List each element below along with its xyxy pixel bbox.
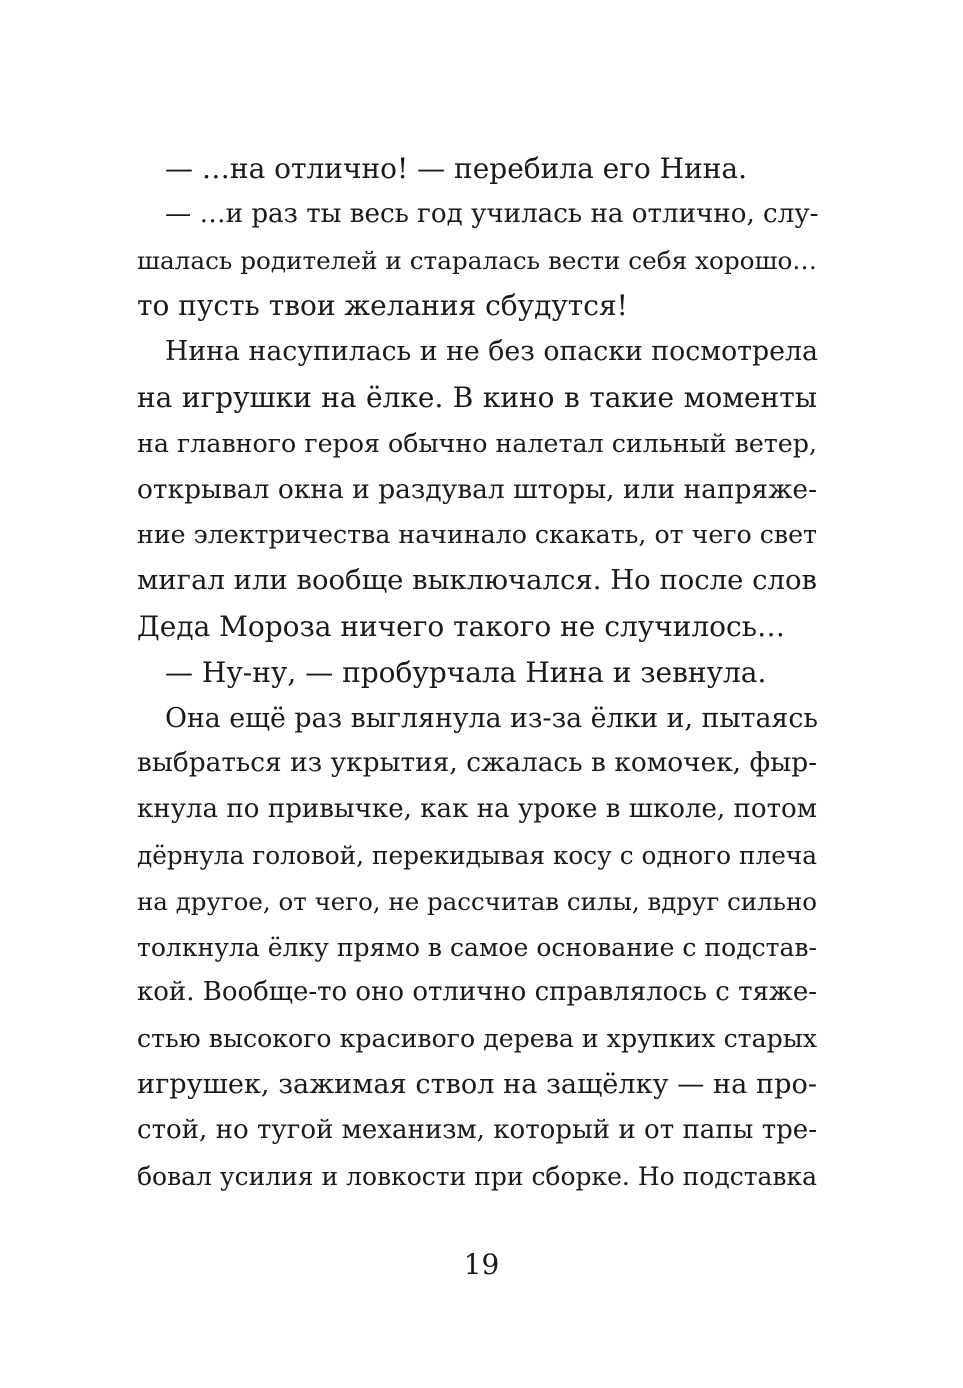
text-line: — Ну-ну, — пробурчала Нина и зевнула.: [165, 655, 767, 689]
text-line: бовал усилия и ловкости при сборке. Но подставка: [137, 1161, 817, 1191]
page-number: 19: [463, 1248, 500, 1281]
text-line: кой. Вообще-то оно отлично справлялось с тяже-: [137, 977, 817, 1008]
text-line: Нина насупилась и не без опаски посмотрела: [165, 336, 818, 368]
text-line: на главного героя обычно налетал сильный ветер,: [137, 428, 817, 458]
text-line: открывал окна и раздувал шторы, или напряже-: [137, 473, 817, 505]
text-line: толкнула ёлку прямо в самое основание с подстав-: [137, 932, 817, 962]
text-line: стью высокого красивого дерева и хрупких старых: [137, 1024, 817, 1054]
body-text: [137, 146, 817, 1199]
text-line: то пусть твои желания сбудутся!: [137, 289, 628, 323]
text-line: на игрушки на ёлке. В кино в такие моменты: [137, 380, 817, 414]
text-line: кнула по привычке, как на уроке в школе, потом: [137, 794, 817, 825]
text-line: игрушек, зажимая ствол на защёлку — на про-: [137, 1068, 817, 1100]
text-line: мигал или вообще выключался. Но после слов: [137, 565, 817, 597]
text-line: Она ещё раз выглянула из-за ёлки и, пытаясь: [165, 702, 818, 734]
text-line: — …и раз ты весь год училась на отлично, слу-: [165, 198, 819, 229]
text-line: выбраться из укрытия, сжалась в комочек, фыр-: [137, 748, 817, 779]
text-line: Деда Мороза ничего такого не случилось…: [137, 609, 785, 643]
text-line: ние электричества начинало скакать, от чего свет: [137, 520, 817, 550]
text-line: на другое, от чего, не рассчитав силы, вдруг сильно: [137, 886, 817, 916]
text-line: шалась родителей и старалась вести себя хорошо…: [137, 245, 817, 275]
text-line: — …на отлично! — перебила его Нина.: [165, 152, 747, 185]
text-line: дёрнула головой, перекидывая косу с одного плеча: [137, 840, 817, 870]
text-line: стой, но тугой механизм, который и от папы тре-: [137, 1114, 817, 1145]
